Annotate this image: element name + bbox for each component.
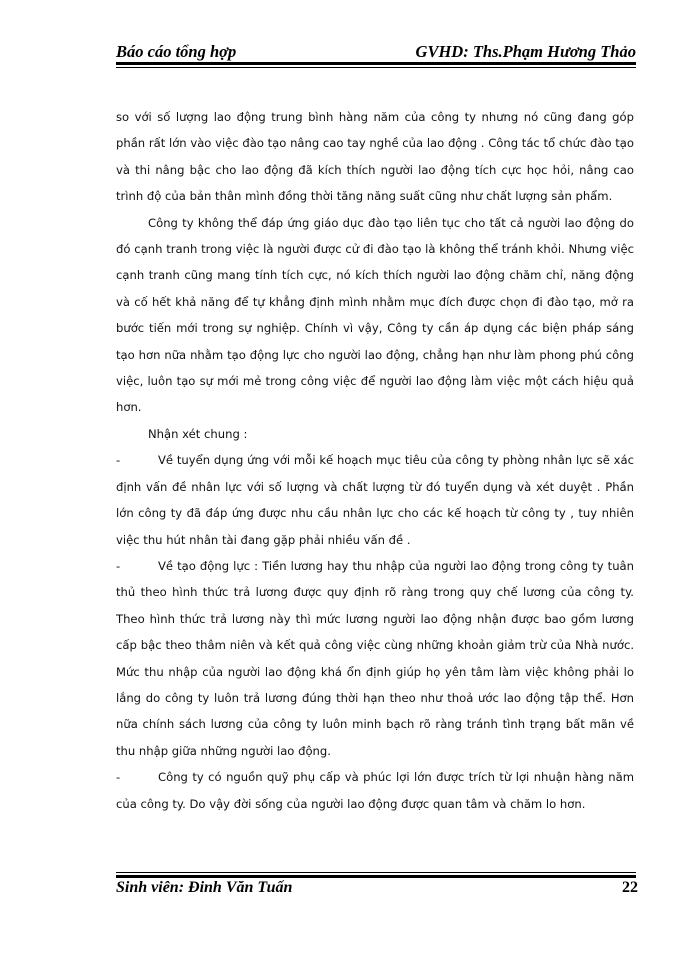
paragraph-continuation: so với số lượng lao động trung bình hàng năm của công ty nhưng nó cũng đang góp phần rất lớn vào việc đào tạo nâng cao tay nghề của lao động . Công tác tổ chức đào tạo và thi nâng bậc cho lao động đã kích thích người lao động tích cực học hỏi, nâng cao trình độ của bản thân mình đồng thời tăng năng suất cũng như chất lượng sản phẩm. xyxy=(116,110,634,204)
bullet-welfare-fund xyxy=(116,764,634,817)
bullet-marker: - xyxy=(116,558,121,573)
bullet-text: Về tạo động lực : Tiền lương hay thu nhập của người lao động trong công ty tuân thủ theo hình thức trả lương được quy định rõ ràng trong quy chế lương của công ty. Theo hình thức trả lương này thì mức lương người lao động nhận được bao gồm lương cấp bậc theo thâm niên và kết quả công việc cùng những khoản giảm trừ của Nhà nước. Mức thu nhập của người lao động khá ổn định giúp họ yên tâm làm việc không phải lo lắng do công ty luôn trả lương đúng thời hạn theo như thoả ước lao động tập thể. Hơn nữa chính sách lương của công ty luôn minh bạch rõ ràng tránh tình trạng bất mãn về thu nhập giữa những người lao động. xyxy=(116,558,634,758)
document-body xyxy=(116,104,634,817)
page-number: 22 xyxy=(622,879,638,896)
bullet-marker: - xyxy=(116,770,121,785)
section-heading-general-remarks: Nhận xét chung : xyxy=(148,426,248,441)
bullet-motivation xyxy=(116,553,634,764)
header-rule-thin xyxy=(116,67,636,68)
bullet-recruitment xyxy=(116,447,634,553)
header-rule-thick xyxy=(116,62,636,65)
footer-rule-thick xyxy=(116,875,636,878)
footer-student-name: Sinh viên: Đinh Văn Tuấn xyxy=(116,879,293,896)
bullet-text: Công ty có nguồn quỹ phụ cấp và phúc lợi lớn được trích từ lợi nhuận hàng năm của công ty. Do vậy đời sống của người lao động được quan tâm và chăm lo hơn. xyxy=(116,770,634,811)
header-supervisor: GVHD: Ths.Phạm Hương Thảo xyxy=(415,42,636,61)
bullet-text: Về tuyển dụng ứng với mỗi kế hoạch mục tiêu của công ty phòng nhân lực sẽ xác định vấn đề nhân lực với số lượng và chất lượng từ đó tuyển dụng và xét duyệt . Phần lớn công ty đã đáp ứng được nhu cầu nhân lực cho các kế hoạch từ công ty , tuy nhiên việc thu hút nhân tài đang gặp phải nhiều vấn đề . xyxy=(116,453,634,547)
header-report-title: Báo cáo tổng hợp xyxy=(116,42,237,61)
bullet-marker: - xyxy=(116,453,121,468)
paragraph-training-competition: Công ty không thể đáp ứng giáo dục đào tạo liên tục cho tất cả người lao động do đó cạnh tranh trong việc là người được cử đi đào tạo là không thể tránh khỏi. Nhưng việc cạnh tranh cũng mang tính tích cực, nó kích thích người lao động chăm chỉ, năng động và cố hết khả năng để tự khẳng định mình nhằm mục đích được chọn đi đào tạo, mở ra bước tiến mới trong sự nghiệp. Chính vì vậy, Công ty cần áp dụng các biện pháp sáng tạo hơn nữa nhằm tạo động lực cho người lao động, chẳng hạn như làm phong phú công việc, luôn tạo sự mới mẻ trong công việc để người lao động làm việc một cách hiệu quả hơn. xyxy=(116,215,634,415)
page-header xyxy=(116,30,636,66)
footer-rule-thin xyxy=(116,872,636,873)
